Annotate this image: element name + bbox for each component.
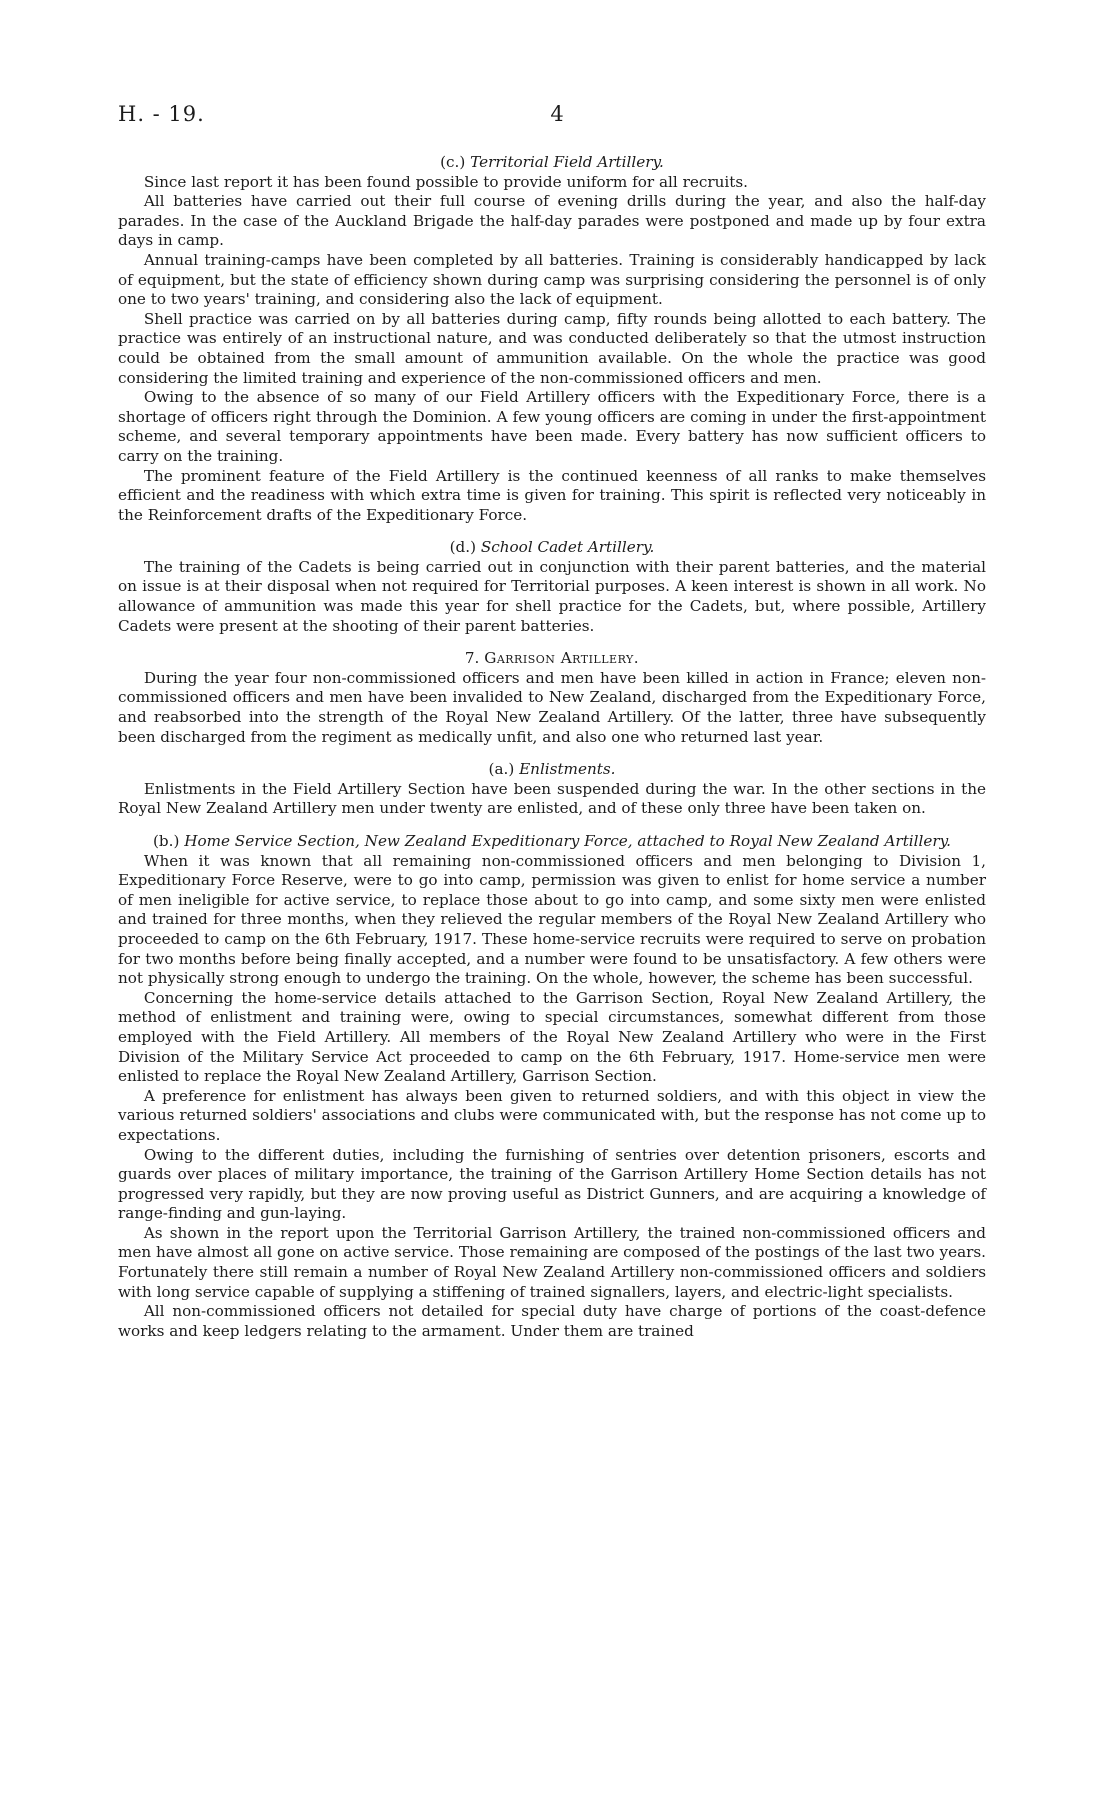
section-label: (c.) — [440, 153, 466, 171]
paragraph: All batteries have carried out their full course of evening drills during the year, and also the half-day parades. In the case of the Auckland Brigade the half-day parades were postponed and made up by four extra days in camp. — [118, 192, 986, 250]
paragraph: A preference for enlistment has always been given to returned soldiers, and with this object in view the various returned soldiers' associations and clubs were communicated with, but the response has not come up to expectations. — [118, 1086, 986, 1144]
paragraph: The training of the Cadets is being carried out in conjunction with their parent batteries, and the material on issue is at their disposal when not required for Territorial purposes. A keen interest is shown in all work. No allowance of ammunition was made this year for shell practice for the Cadets, but, where possible, Artillery Cadets were present at the shooting of their parent batteries. — [118, 557, 986, 635]
document-reference: H. - 19. — [118, 102, 205, 126]
section-title: Home Service Section, New Zealand Expeditionary Force, attached to Royal New Zealand Artillery. — [184, 832, 952, 850]
page-number: 4 — [550, 102, 564, 126]
section-label: (a.) — [488, 760, 515, 779]
paragraph: Since last report it has been found possible to provide uniform for all recruits. — [143, 172, 748, 191]
section-label: 7. — [464, 649, 480, 668]
paragraph: Enlistments in the Field Artillery Section have been suspended during the war. In the other sections in the Royal New Zealand Artillery men under twenty are enlisted, and of these only three have been taken on. — [118, 779, 986, 818]
paragraph: All non-commissioned officers not detailed for special duty have charge of portions of the coast-defence works and keep ledgers relating to the armament. Under them are trained — [118, 1302, 986, 1340]
section-heading-cadet — [118, 538, 986, 558]
paragraph: Concerning the home-service details attached to the Garrison Section, Royal New Zealand Artillery, the method of enlistment and training were, owing to special circumstances, somewhat different from those employed with the Field Artillery. All members of the Royal New Zealand Artillery who were in the First Division of the Military Service Act proceeded to camp on the 6th February, 1917. Home-service men were enlisted to replace the Royal New Zealand Artillery, Garrison Section. — [118, 988, 986, 1086]
section-title: Enlistments. — [519, 760, 616, 779]
paragraph: As shown in the report upon the Territorial Garrison Artillery, the trained non-commissioned officers and men have almost all gone on active service. Those remaining are composed of the postings of the last two years. Fortunately there still remain a number of Royal New Zealand Artillery non-commissioned officers and soldiers with long service capable of supplying a stiffening of trained signallers, layers, and electric-light specialists. — [118, 1223, 986, 1301]
paragraph: Owing to the different duties, including the furnishing of sentries over detention prisoners, escorts and guards over places of military importance, the training of the Garrison Artillery Home Section details has not progressed very rapidly, but they are now proving useful as District Gunners, and are acquiring a knowledge of range-finding and gun-laying. — [118, 1145, 986, 1223]
paragraph: Annual training-camps have been completed by all batteries. Training is considerably handicapped by lack of equipment, but the state of efficiency shown during camp was surprising considering the personnel is of only one to two years' training, and considering also the lack of equipment. — [118, 250, 986, 309]
section-heading-garrison — [118, 649, 986, 669]
section-heading-enlistments — [118, 760, 986, 780]
section-label: (b.) — [152, 832, 180, 850]
paragraph: The prominent feature of the Field Artillery is the continued keenness of all ranks to make themselves efficient and the readiness with which extra time is given for training. This spirit is reflected very noticeably in the Reinforcement drafts of the Expeditionary Force. — [118, 466, 986, 524]
section-title: Garrison Artillery. — [484, 649, 640, 668]
section-heading-territorial — [118, 153, 986, 173]
section-heading-home-service — [118, 832, 986, 852]
section-title: School Cadet Artillery. — [480, 538, 655, 557]
page-body — [118, 153, 986, 1341]
paragraph: When it was known that all remaining non-commissioned officers and men belonging to Division 1, Expeditionary Force Reserve, were to go into camp, permission was given to enlist for home service a number of men ineligible for active service, to replace those about to go into camp, and some sixty men were enlisted and trained for three months, when they relieved the regular members of the Royal New Zealand Artillery who proceeded to camp on the 6th February, 1917. These home-service recruits were required to serve on probation for two months before being finally accepted, and a number were found to be unsatisfactory. A few others were not physically strong enough to undergo the training. On the whole, however, the scheme has been successful. — [118, 851, 986, 988]
paragraph: During the year four non-commissioned officers and men have been killed in action in France; eleven non-commissioned officers and men have been invalided to New Zealand, discharged from the Expeditionary Force, and reabsorbed into the strength of the Royal New Zealand Artillery. Of the latter, three have subsequently been discharged from the regiment as medically unfit, and also one who returned last year. — [118, 668, 986, 746]
paragraph: Shell practice was carried on by all batteries during camp, fifty rounds being allotted to each battery. The practice was entirely of an instructional nature, and was conducted deliberately so that the utmost instruction could be obtained from the small amount of ammunition available. On the whole the practice was good considering the limited training and experience of the non-commissioned officers and men. — [118, 309, 986, 387]
paragraph: Owing to the absence of so many of our Field Artillery officers with the Expeditionary Force, there is a shortage of officers right through the Dominion. A few young officers are coming in under the first-appointment scheme, and several temporary appointments have been made. Every battery has now sufficient officers to carry on the training. — [118, 388, 986, 465]
section-label: (d.) — [449, 538, 477, 557]
section-title: Territorial Field Artillery. — [470, 153, 664, 171]
